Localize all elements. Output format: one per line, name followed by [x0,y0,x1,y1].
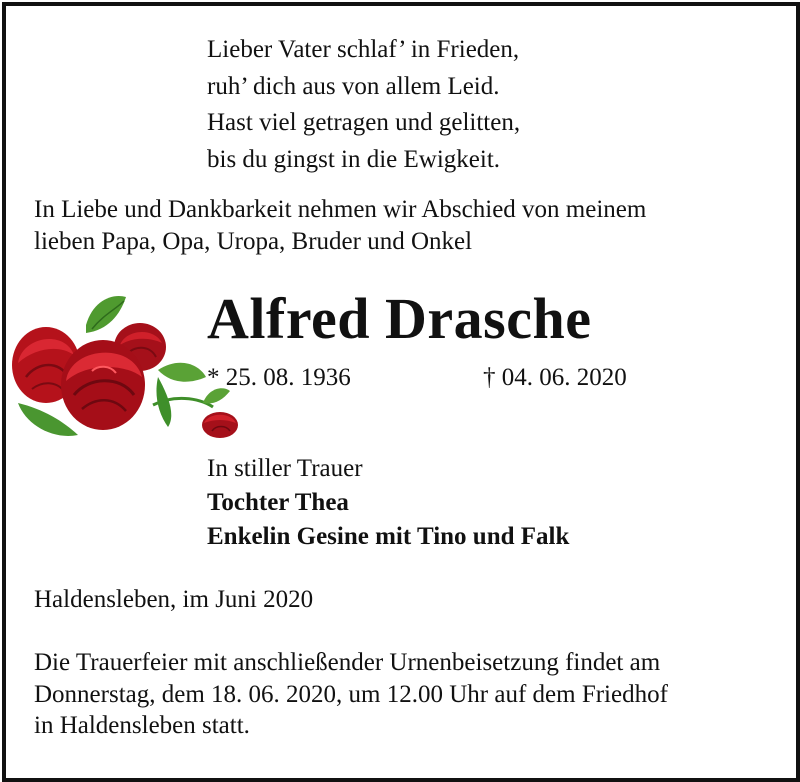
funeral-line: in Haldensleben statt. [34,712,250,739]
mourners [207,452,569,554]
intro-line: In Liebe und Dankbarkeit nehmen wir Abschied von meinem [34,196,647,223]
poem-line: Lieber Vater schlaf’ in Frieden, [207,36,520,63]
funeral-info [34,647,668,742]
place-date: Haldensleben, im Juni 2020 [34,586,314,613]
funeral-line: Donnerstag, dem 18. 06. 2020, um 12.00 Uhr auf dem Friedhof [34,680,668,708]
mourners-heading: In stiller Trauer [207,455,363,482]
intro-text [34,194,646,258]
poem [207,32,520,178]
funeral-line: Die Trauerfeier mit anschließender Urnenbeisetzung findet am [34,649,661,676]
deceased-name: Alfred Drasche [207,286,592,351]
death-date: † 04. 06. 2020 [483,364,627,391]
poem-line: Hast viel getragen und gelitten, [207,109,521,136]
birth-date: * 25. 08. 1936 [207,364,351,391]
intro-line: lieben Papa, Opa, Uropa, Bruder und Onkel [34,228,473,255]
mourner-name: Tochter Thea [207,489,349,516]
mourner-name: Enkelin Gesine mit Tino und Falk [207,523,570,550]
poem-line: ruh’ dich aus von allem Leid. [207,72,500,100]
poem-line: bis du gingst in die Ewigkeit. [207,145,501,173]
